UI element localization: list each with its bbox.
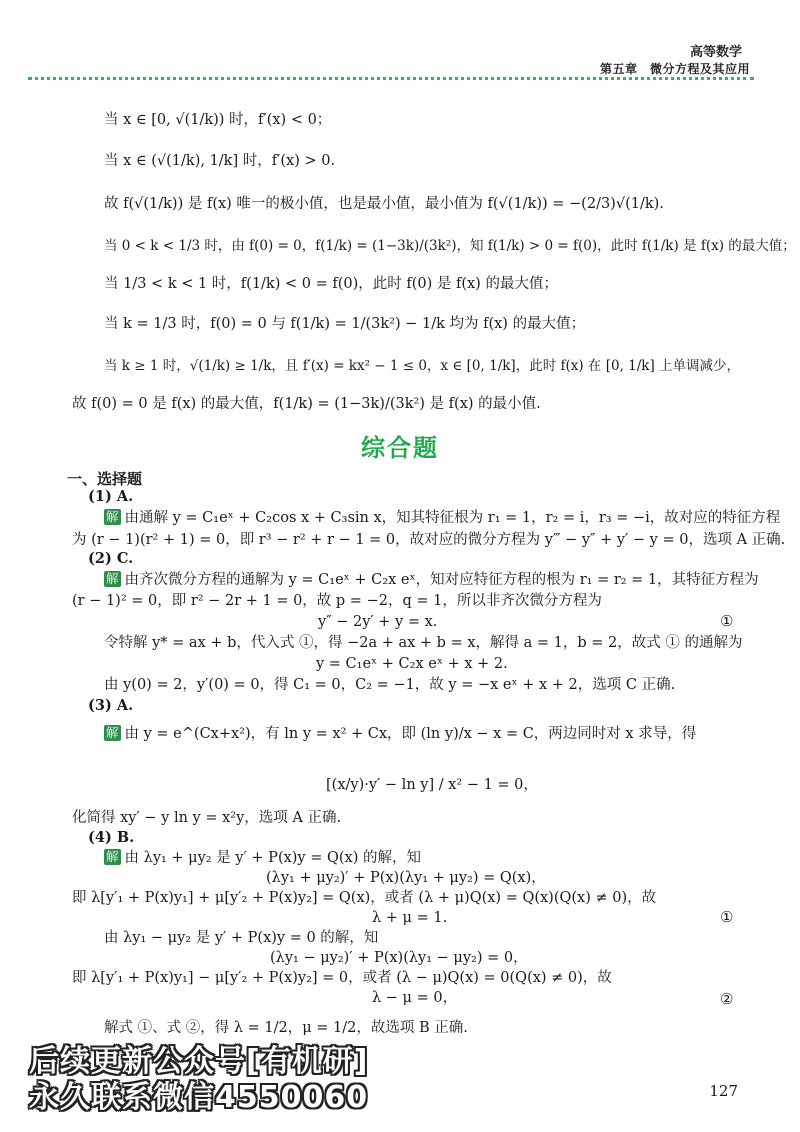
header-book-title: 高等数学 bbox=[689, 45, 742, 60]
solution-line: (r − 1)² = 0，即 r² − 2r + 1 = 0，故 p = −2，q = 1，所以非齐次微分方程为 bbox=[72, 593, 602, 609]
equation: (λy₁ − μy₂)′ + P(x)(λy₁ − μy₂) = 0， bbox=[270, 950, 528, 966]
equation-tag: ① bbox=[720, 908, 734, 926]
equation-tag: ② bbox=[720, 990, 734, 1008]
solution-text: 由 λy₁ + μy₂ 是 y′ + P(x)y = Q(x) 的解，知 bbox=[124, 850, 421, 866]
question-answer: (4) B. bbox=[88, 829, 135, 846]
solution-badge: 解 bbox=[106, 571, 119, 586]
equation: (λy₁ + μy₂)′ + P(x)(λy₁ + μy₂) = Q(x)， bbox=[266, 870, 546, 886]
equation: y = C₁eˣ + C₂x eˣ + x + 2. bbox=[316, 656, 508, 672]
watermark-line: 后续更新公众号[有机研] bbox=[29, 1044, 369, 1079]
section-title: 综合题 bbox=[361, 434, 439, 462]
proof-line: 当 0 < k < 1/3 时，由 f(0) = 0，f(1/k) = (1−3k)/(3k²)，知 f(1/k) > 0 = f(0)，此时 f(1/k) 是 f(x) 的最大值； bbox=[104, 238, 796, 254]
header-chapter-title: 第五章 微分方程及其应用 bbox=[599, 62, 750, 76]
solution-badge: 解 bbox=[106, 725, 119, 740]
subsection-title: 一、选择题 bbox=[67, 470, 143, 488]
equation-tag: ① bbox=[720, 612, 734, 630]
watermark-line: 永久联系微信4550060 bbox=[29, 1080, 369, 1115]
solution-line: 解式 ①、式 ②，得 λ = 1/2，μ = 1/2，故选项 B 正确. bbox=[104, 1020, 468, 1036]
question-answer: (3) A. bbox=[88, 697, 134, 714]
proof-line: 当 k = 1/3 时，f(0) = 0 与 f(1/k) = 1/(3k²) − 1/k 均为 f(x) 的最大值； bbox=[104, 316, 586, 332]
solution-line: 令特解 y* = ax + b，代入式 ①，得 −2a + ax + b = x，解得 a = 1，b = 2，故式 ① 的通解为 bbox=[104, 635, 743, 651]
equation: λ − μ = 0， bbox=[372, 990, 458, 1006]
proof-line: 当 1/3 < k < 1 时，f(1/k) < 0 = f(0)，此时 f(0) 是 f(x) 的最大值； bbox=[104, 276, 558, 292]
proof-line: 当 x ∈ [0, √(1/k)) 时，f′(x) < 0； bbox=[104, 112, 332, 128]
solution-line bbox=[104, 508, 780, 528]
solution-text: 由通解 y = C₁eˣ + C₂cos x + C₃sin x，知其特征根为 r₁ = 1，r₂ = i，r₃ = −i，故对应的特征方程 bbox=[124, 510, 781, 526]
solution-line bbox=[104, 848, 421, 868]
proof-line: 当 k ≥ 1 时，√(1/k) ≥ 1/k，且 f′(x) = kx² − 1 ≤ 0，x ∈ [0, 1/k]，此时 f(x) 在 [0, 1/k] 上单调减少， bbox=[104, 358, 741, 374]
solution-line: 即 λ[y′₁ + P(x)y₁] − μ[y′₂ + P(x)y₂] = 0，或者 (λ − μ)Q(x) = 0(Q(x) ≠ 0)，故 bbox=[72, 970, 612, 986]
solution-line: 由 λy₁ − μy₂ 是 y′ + P(x)y = 0 的解，知 bbox=[104, 930, 379, 946]
equation: [(x/y)·y′ − ln y] / x² − 1 = 0， bbox=[326, 777, 538, 793]
solution-line: 化简得 xy′ − y ln y = x²y，选项 A 正确. bbox=[72, 810, 342, 826]
solution-badge: 解 bbox=[106, 509, 119, 524]
solution-text: 由齐次微分方程的通解为 y = C₁eˣ + C₂x eˣ，知对应特征方程的根为 r₁ = r₂ = 1，其特征方程为 bbox=[124, 572, 759, 588]
solution-line: 由 y(0) = 2，y′(0) = 0，得 C₁ = 0，C₂ = −1，故 y = −x eˣ + x + 2，选项 C 正确. bbox=[104, 677, 676, 693]
question-answer: (2) C. bbox=[88, 550, 134, 567]
question-answer: (1) A. bbox=[88, 488, 134, 505]
solution-line bbox=[104, 570, 759, 590]
solution-badge: 解 bbox=[106, 849, 119, 864]
page-number: 127 bbox=[709, 1082, 738, 1100]
proof-line: 当 x ∈ (√(1/k), 1/k] 时，f′(x) > 0. bbox=[104, 153, 336, 169]
equation: λ + μ = 1. bbox=[372, 910, 448, 926]
proof-line: 故 f(√(1/k)) 是 f(x) 唯一的极小值，也是最小值，最小值为 f(√(1/k)) = −(2/3)√(1/k). bbox=[104, 196, 664, 212]
solution-line bbox=[104, 724, 696, 744]
solution-text: 由 y = e^(Cx+x²)，有 ln y = x² + Cx，即 (ln y)/x − x = C，两边同时对 x 求导，得 bbox=[124, 726, 697, 742]
solution-line: 即 λ[y′₁ + P(x)y₁] + μ[y′₂ + P(x)y₂] = Q(x)，或者 (λ + μ)Q(x) = Q(x)(Q(x) ≠ 0)，故 bbox=[72, 890, 657, 906]
equation: y″ − 2y′ + y = x. bbox=[318, 614, 438, 630]
solution-line: 为 (r − 1)(r² + 1) = 0，即 r³ − r² + r − 1 = 0，故对应的微分方程为 y‴ − y″ + y′ − y = 0，选项 A 正确. bbox=[72, 532, 786, 548]
proof-line: 故 f(0) = 0 是 f(x) 的最大值，f(1/k) = (1−3k)/(3k²) 是 f(x) 的最小值. bbox=[72, 396, 541, 412]
header-dotted-rule bbox=[28, 77, 754, 80]
